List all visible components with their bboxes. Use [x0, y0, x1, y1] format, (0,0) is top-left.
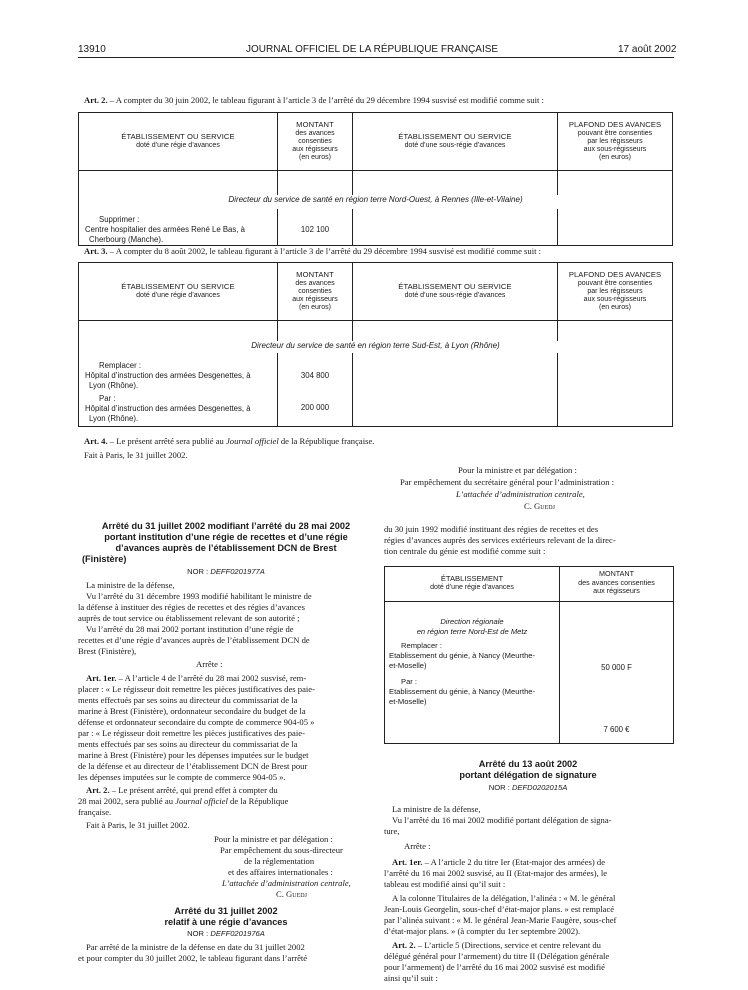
left-art1-line-9: les dépenses imputées sur le compte de commerce 904-05 ».: [78, 772, 286, 782]
right-art2-1: délégué général pour l’armement) du titre II (Délégation générale: [384, 951, 610, 961]
left-art1-line-7: marine à Brest (Finistère) pour les dépenses imputées sur le budget: [78, 750, 309, 760]
left-art2-line-1: 28 mai 2002, sera publié au Journal officiel de la République: [78, 796, 289, 806]
rt-header-col1: ÉTABLISSEMENT doté d’une régie d’avances: [430, 574, 514, 591]
left-body-1: Vu l’arrêté du 31 décembre 1993 modifié habilitant le ministre de: [86, 591, 312, 601]
right-table: [384, 566, 674, 744]
right-body-2: ture,: [384, 826, 400, 836]
left-art2-line-0: Art. 2. – Le présent arrêté, qui prend effet à compter du: [86, 785, 278, 795]
left-art1-line-6: ments effectués par ses soins au directeur du commissariat de la: [78, 739, 298, 749]
t2-header-col3: ÉTABLISSEMENT OU SERVICE doté d’une sous-régie d’avances: [353, 263, 558, 321]
sig1-role: L’attachée d’administration centrale,: [456, 489, 585, 499]
arrete2-nor: NOR : DEFF0201976A: [187, 929, 265, 938]
right-art1-0: Art. 1er. – A l’article 2 du titre Ier (Etat-major des armées) de: [392, 857, 606, 867]
right-para-2: par l’alinéa suivant : « M. le général Jean-Marie Faugère, sous-chef: [384, 915, 617, 925]
left-art1-line-2: ments effectués par ses soins au directeur du commissariat de la: [78, 695, 298, 705]
left-last-1: et pour compter du 30 juillet 2002, le tableau figurant dans l’arrêté: [78, 953, 308, 963]
rt-entries: Remplacer : Etablissement du génie, à Nancy (Meurthe- et-Moselle) Par : Etablissement du génie, à Nancy (Meurthe- et-Moselle): [389, 641, 536, 706]
journal-title: JOURNAL OFFICIEL DE LA RÉPUBLIQUE FRANÇAISE: [246, 44, 499, 55]
left-last-0: Par arrêté de la ministre de la défense en date du 31 juillet 2002: [86, 942, 305, 952]
t1-header-col2: MONTANT des avances consenties aux régisseurs (en euros): [278, 113, 353, 171]
right-para-0: A la colonne Titulaires de la délégation, l’alinéa : « M. le général: [392, 893, 616, 903]
rt-amount-2: 7 600 €: [603, 725, 630, 734]
right-para-3: d’état-major plans. » (à compter du 1er septembre 2002).: [384, 926, 581, 936]
t1-header-col4: PLAFOND DES AVANCES pouvant être consenties par les régisseurs aux sous-régisseurs (en euros): [558, 113, 673, 171]
t1-header-col1: ÉTABLISSEMENT OU SERVICE doté d’une régie d’avances: [79, 113, 278, 171]
rt-header-col2: MONTANT des avances consenties aux régisseurs: [578, 569, 655, 596]
art3-paragraph: Art. 3. – A compter du 8 août 2002, le tableau figurant à l’article 3 de l’arrêté du 29 décembre 1994 susvisé est modifié comme suit :: [84, 246, 542, 256]
t2-amounts: 304 800 200 000: [278, 353, 353, 427]
right-para-1: Jean-Louis Georgelin, sous-chef d’état-major plans. » est remplacé: [384, 904, 615, 914]
t1-header-col3: ÉTABLISSEMENT OU SERVICE doté d’une sous-régie d’avances: [353, 113, 558, 171]
sig1-name: C. Guedj: [524, 501, 555, 511]
left-sig-0: Pour la ministre et par délégation :: [214, 834, 333, 844]
art4-paragraph: Art. 4. – Le présent arrêté sera publié au Journal officiel de la République française.: [84, 436, 375, 446]
left-body-3: auprès de tout service ou établissement relevant de son autorité ;: [78, 613, 300, 623]
left-art1-line-8: de la défense et au directeur de l’établissement DCN de Brest pour: [78, 761, 308, 771]
right-intro-1: régies d’avances auprès des services extérieurs relevant de la direc-: [384, 535, 616, 545]
t2-header-col4: PLAFOND DES AVANCES pouvant être consenties par les régisseurs aux sous-régisseurs (en euros): [558, 263, 673, 321]
arrete3-nor: NOR : DEFD0202015A: [488, 783, 568, 792]
left-fait: Fait à Paris, le 31 juillet 2002.: [86, 820, 190, 830]
left-art1-line-4: défense et ordonnateur secondaire du compte de commerce 904-05 »: [78, 717, 315, 727]
t2-section: Directeur du service de santé en région terre Sud-Est, à Lyon (Rhône): [79, 341, 673, 353]
left-art1-line-0: Art. 1er. – A l’article 4 de l’arrêté du 28 mai 2002 susvisé, rem-: [86, 673, 307, 683]
left-arrete: Arrête :: [196, 659, 223, 669]
right-body-1: Vu l’arrêté du 16 mai 2002 modifié portant délégation de signa-: [392, 815, 612, 825]
left-sig-3: et des affaires internationales :: [228, 867, 333, 877]
left-art1-line-3: marine à Brest (Finistère), ordonnateur secondaire du budget de la: [78, 706, 306, 716]
rt-section: Direction régionale en région terre Nord-Est de Metz: [416, 617, 528, 636]
t2-header-col1: ÉTABLISSEMENT OU SERVICE doté d’une régie d’avances: [79, 263, 278, 321]
left-art1-line-1: placer : « Le régisseur doit remettre les pièces justificatives des paie-: [78, 684, 315, 694]
table-1: [78, 112, 673, 246]
t1-entry: Supprimer : Centre hospitalier des armées René Le Bas, à Cherbourg (Manche).: [79, 209, 278, 246]
t2-entries: Remplacer : Hôpital d’instruction des armées Desgenettes, à Lyon (Rhône). Par : Hôpital d’instruction des armées Desgenettes, à Lyon (Rhône).: [79, 353, 278, 427]
arrete1-title: Arrêté du 31 juillet 2002 modifiant l’arrêté du 28 mai 2002 portant institution d’une régie de recettes et d’une régie d’avances auprès de l’établissement DCN de Brest (Finistère): [82, 521, 351, 564]
right-intro-0: du 30 juin 1992 modifié instituant des régies de recettes et des: [384, 524, 599, 534]
left-body-4: Vu l’arrêté du 28 mai 2002 portant institution d’une régie de: [86, 624, 294, 634]
arrete1-nor: NOR : DEFF0201977A: [187, 567, 265, 576]
left-body-2: la défense à instituer des régies de recettes et des régies d’avances: [78, 602, 305, 612]
sig1-line-1: Pour la ministre et par délégation :: [458, 465, 577, 475]
left-art2-line-2: française.: [78, 807, 112, 817]
right-art1-1: l’arrêté du 16 mai 2002 susvisé, au II (Etat-major des armées), le: [384, 868, 608, 878]
right-intro-2: tion centrale du génie est modifié comme suit :: [384, 546, 546, 556]
right-art2-2: pour l’armement) de l’arrêté du 16 mai 2002 susvisé est modifié: [384, 962, 605, 972]
left-body-5: recettes et d’une régie d’avances auprès de l’établissement DCN de: [78, 635, 310, 645]
left-sig-name: C. Guedj: [276, 889, 307, 899]
t1-section: Directeur du service de santé en région terre Nord-Ouest, à Rennes (Ille-et-Vilaine): [79, 195, 673, 209]
left-body-0: La ministre de la défense,: [86, 580, 175, 590]
right-body-0: La ministre de la défense,: [392, 804, 481, 814]
art4-fait: Fait à Paris, le 31 juillet 2002.: [84, 450, 188, 460]
arrete3-title: Arrêté du 13 août 2002 portant délégation de signature: [459, 759, 597, 780]
page-number: 13910: [78, 44, 106, 55]
header-rule: [78, 57, 674, 58]
right-arrete: Arrête :: [404, 841, 431, 851]
right-art2-3: ainsi qu’il suit :: [384, 973, 438, 983]
left-sig-2: de la réglementation: [244, 856, 315, 866]
left-body-6: Brest (Finistère),: [78, 646, 137, 656]
left-art1-line-5: par : « Le régisseur doit remettre les pièces justificatives des paie-: [78, 728, 305, 738]
left-sig-1: Par empêchement du sous-directeur: [220, 845, 343, 855]
right-art2-0: Art. 2. – L’article 5 (Directions, service et centre relevant du: [392, 940, 601, 950]
table-2: [78, 262, 673, 427]
sig1-line-2: Par empêchement du secrétaire général pour l’administration :: [400, 477, 615, 487]
t1-amount: 102 100: [278, 209, 353, 246]
right-art1-2: tableau est modifié ainsi qu’il suit :: [384, 879, 506, 889]
left-sig-role: L’attachée d’administration centrale,: [222, 878, 351, 888]
t2-header-col2: MONTANT des avances consenties aux régisseurs (en euros): [278, 263, 353, 321]
rt-amount-1: 50 000 F: [601, 663, 632, 672]
arrete2-title: Arrêté du 31 juillet 2002 relatif à une régie d’avances: [164, 906, 288, 927]
issue-date: 17 août 2002: [618, 44, 677, 55]
art2-paragraph: Art. 2. – A compter du 30 juin 2002, le tableau figurant à l’article 3 de l’arrêté du 29 décembre 1994 susvisé est modifié comme suit :: [84, 95, 544, 105]
